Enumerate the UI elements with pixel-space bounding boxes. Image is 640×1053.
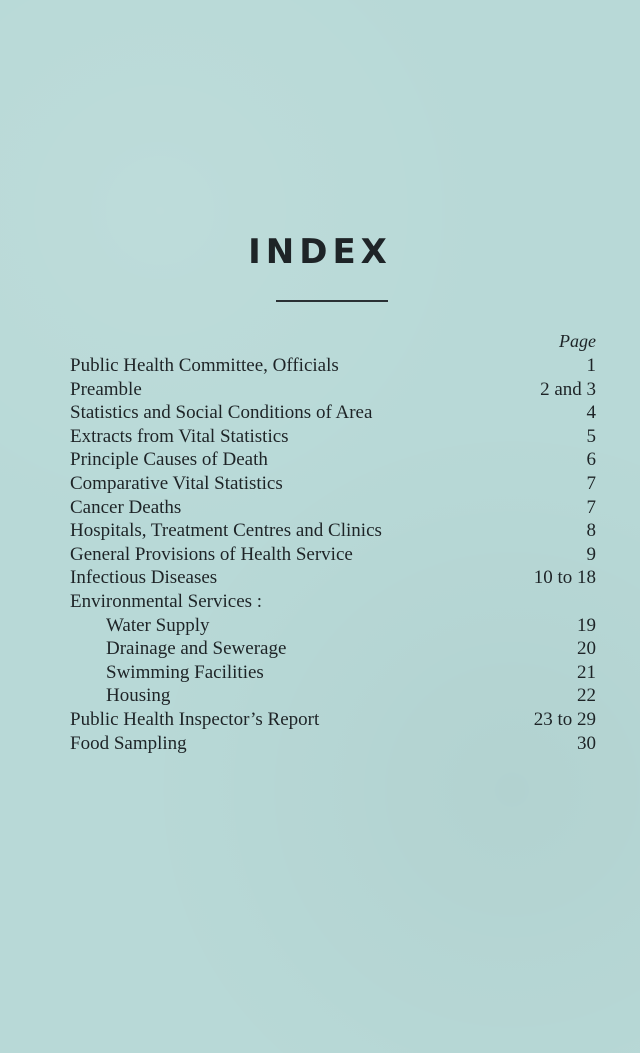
toc-row [70, 472, 596, 496]
toc-row [70, 614, 596, 638]
toc-entry-label: Preamble [70, 378, 142, 400]
toc-row [70, 378, 596, 402]
toc-entry-label: Hospitals, Treatment Centres and Clinics [70, 520, 382, 542]
toc-row [70, 566, 596, 590]
toc-entry-page: 10 to 18 [533, 567, 596, 589]
toc-entry-page: 30 [577, 732, 596, 754]
toc-entry-page: 20 [577, 638, 596, 660]
toc-row [70, 425, 596, 449]
toc-entry-label: Water Supply [106, 614, 210, 636]
toc-row [70, 496, 596, 520]
toc-row [70, 519, 596, 543]
toc-entry-label: Statistics and Social Conditions of Area [70, 402, 373, 424]
toc-row [70, 354, 596, 378]
toc-entry-page: 4 [586, 402, 596, 424]
page-column-label: Page [559, 331, 596, 351]
toc-entry-page: 6 [586, 449, 596, 471]
toc-entry-label: Public Health Inspector’s Report [70, 708, 320, 730]
toc-row [70, 708, 596, 732]
toc-entry-page: 22 [577, 685, 596, 707]
toc-entry-page: 21 [577, 661, 596, 683]
toc-entry-page: 19 [577, 614, 596, 636]
table-of-contents [70, 354, 596, 755]
toc-entry-label: Extracts from Vital Statistics [70, 425, 289, 447]
toc-entry-page: 7 [586, 472, 596, 494]
toc-row [70, 732, 596, 756]
toc-row [70, 543, 596, 567]
toc-row [70, 401, 596, 425]
toc-entry-label: Comparative Vital Statistics [70, 472, 283, 494]
toc-entry-label: Drainage and Sewerage [106, 638, 287, 660]
toc-entry-label: Principle Causes of Death [70, 449, 268, 471]
toc-entry-label: Cancer Deaths [70, 496, 182, 518]
toc-entry-page: 8 [586, 520, 596, 542]
toc-entry-page: 5 [586, 425, 596, 447]
toc-entry-label: Public Health Committee, Officials [70, 355, 339, 376]
toc-entry-label: Food Sampling [70, 732, 187, 754]
toc-entry-page: 2 and 3 [540, 378, 596, 400]
environmental-services-heading: Environmental Services : [70, 590, 263, 612]
toc-row [70, 637, 596, 661]
toc-entry-page: 23 to 29 [533, 708, 596, 730]
title-divider [276, 300, 388, 302]
index-title: INDEX [248, 232, 392, 272]
toc-entry-label: Swimming Facilities [106, 661, 264, 683]
toc-entry-page: 9 [586, 543, 596, 565]
toc-row [70, 661, 596, 685]
toc-entry-label: General Provisions of Health Service [70, 543, 353, 565]
toc-row [70, 684, 596, 708]
toc-entry-label: Infectious Diseases [70, 567, 218, 589]
toc-row [70, 448, 596, 472]
toc-entry-label: Housing [106, 685, 171, 707]
toc-entry-page: 7 [586, 496, 596, 518]
toc-entry-page: 1 [586, 355, 596, 376]
